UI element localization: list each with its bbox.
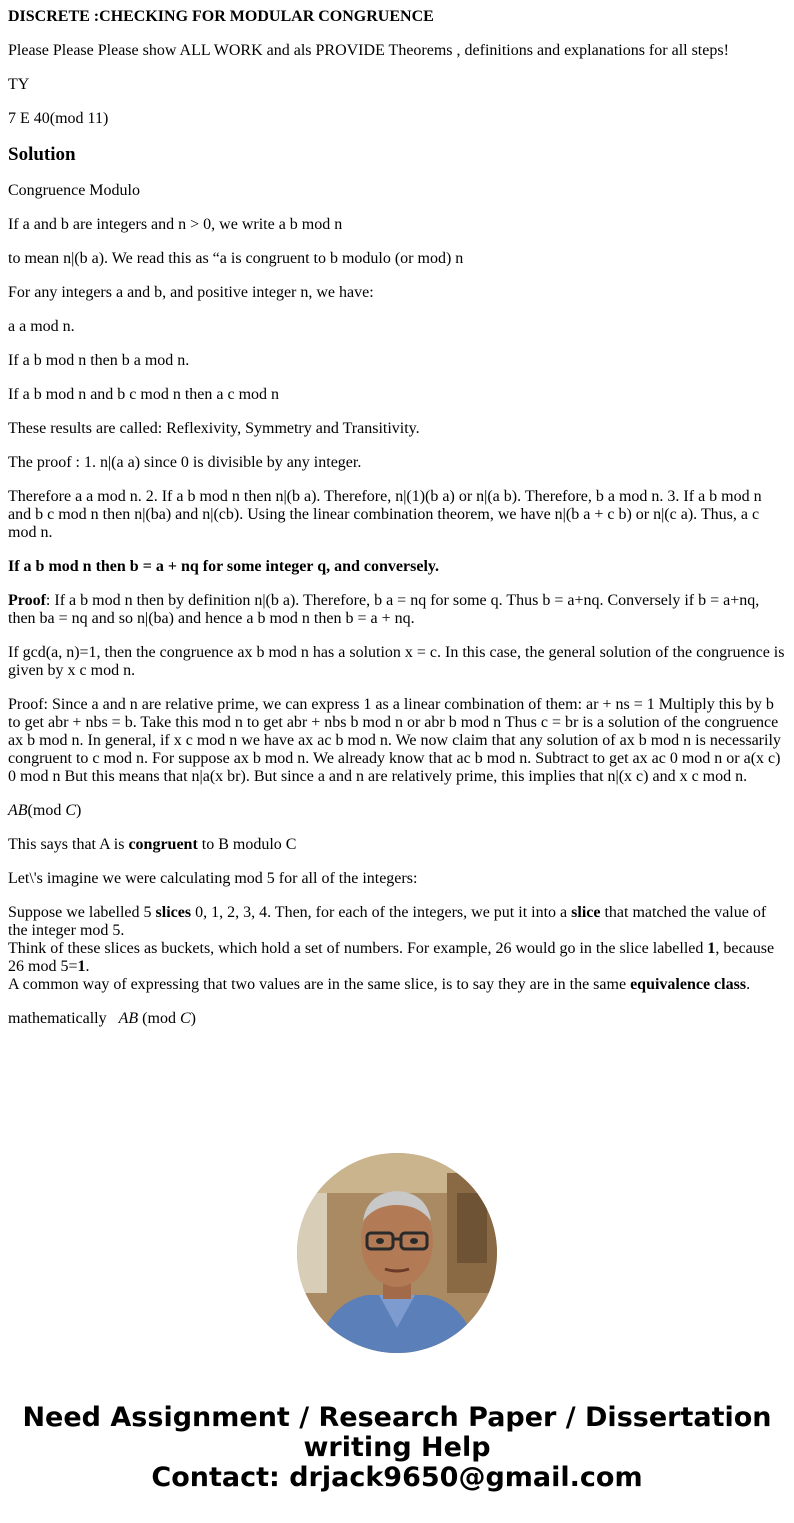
gcd-statement: If gcd(a, n)=1, then the congruence ax b mod n has a solution x = c. In this case, the general solution of the congruence is given by x c mod n.: [8, 644, 785, 679]
slices-l1-mid: 0, 1, 2, 3, 4. Then, for each of the integers, we put it into a: [191, 904, 572, 921]
math-label: mathematically: [8, 1010, 119, 1027]
proof-text: : If a b mod n then by definition n|(b a). Therefore, b a = nq for some q. Thus b = a+nq. Conversely if b = a+nq, then ba = nq and so n|(ba) and hence a b mod n then b = a + nq.: [8, 592, 760, 627]
proof-paragraph: [8, 592, 786, 628]
document-body: [8, 8, 786, 1044]
math-mod: (mod: [138, 1010, 180, 1027]
question-thanks: TY: [8, 76, 30, 93]
solution-paragraph: Therefore a a mod n. 2. If a b mod n then n|(b a). Therefore, n|(1)(b a) or n|(a b). Therefore, b a mod n. 3. If a b mod n and b c mod n then n|(ba) and n|(cb). Using the linear combination theorem, we have n|(b a + c b) or n|(c a). Thus, a c mod n.: [8, 488, 762, 541]
solution-paragraph: These results are called: Reflexivity, Symmetry and Transitivity.: [8, 420, 420, 437]
slices-l1-bold2: slice: [571, 904, 601, 921]
slices-l2-bold2: 1: [77, 958, 86, 975]
slices-l2-bold: 1: [707, 940, 716, 957]
math-c: C: [179, 1010, 191, 1027]
solution-heading: Solution: [8, 144, 76, 165]
imagine-sentence: Let\'s imagine we were calculating mod 5 for all of the integers:: [8, 870, 418, 887]
slices-l2-pre: Think of these slices as buckets, which hold a set of numbers. For example, 26 would go in the slice labelled: [8, 940, 708, 957]
notation-ab: AB: [8, 802, 28, 819]
proof-label: Proof: [8, 592, 46, 609]
notation-c: C: [65, 802, 76, 819]
solution-paragraph: The proof : 1. n|(a a) since 0 is divisible by any integer.: [8, 454, 362, 471]
question-problem: 7 E 40(mod 11): [8, 110, 109, 127]
promo-banner: [0, 1403, 794, 1493]
solution-paragraph: For any integers a and b, and positive integer n, we have:: [8, 284, 374, 301]
author-avatar: [297, 1153, 497, 1353]
solution-paragraph: to mean n|(b a). We read this as “a is congruent to b modulo (or mod) n: [8, 250, 464, 267]
slices-l1-pre: Suppose we labelled 5: [8, 904, 156, 921]
solution-paragraph: If a and b are integers and n > 0, we write a b mod n: [8, 216, 343, 233]
promo-line-1: Need Assignment / Research Paper / Dissertation: [22, 1402, 772, 1433]
promo-contact: Contact: drjack9650@gmail.com: [151, 1462, 643, 1493]
says-bold: congruent: [128, 836, 198, 853]
says-post: to B modulo C: [197, 836, 297, 853]
mathematically-line: [8, 1010, 786, 1028]
question-request: Please Please Please show ALL WORK and als PROVIDE Theorems , definitions and explanations for all steps!: [8, 42, 729, 59]
slices-l1-bold: slices: [155, 904, 192, 921]
portrait-image: [297, 1153, 497, 1353]
gcd-proof: Proof: Since a and n are relative prime, we can express 1 as a linear combination of them: ar + ns = 1 Multiply this by b to get abr + nbs = b. Take this mod n to get abr + nbs b mod n or abr b mod n Thus c = br is a solution of the congruence ax b mod n. In general, if x c mod n we have ax ac b mod n. We now claim that any solution of ax b mod n is necessarily congruent to c mod n. For suppose ax b mod n. We already know that ac b mod n. Subtract to get ax ac 0 mod n or a(x c) 0 mod n But this means that n|a(x br). But since a and n are relatively prime, this implies that n|(x c) and x c mod n.: [8, 696, 781, 785]
says-pre: This says that A is: [8, 836, 129, 853]
slices-l2-mid: , because 26 mod 5=: [8, 940, 775, 975]
promo-line-2: writing Help: [303, 1432, 491, 1463]
solution-paragraph: If a b mod n and b c mod n then a c mod n: [8, 386, 280, 403]
bold-statement: If a b mod n then b = a + nq for some integer q, and conversely.: [8, 558, 440, 575]
slices-l3-post: .: [746, 976, 751, 993]
question-title: DISCRETE :CHECKING FOR MODULAR CONGRUENCE: [8, 8, 434, 25]
slices-l3-pre: A common way of expressing that two values are in the same slice, is to say they are in the same: [8, 976, 631, 993]
notation-mod: (mod: [27, 802, 66, 819]
slices-l3-bold: equivalence class: [630, 976, 747, 993]
slices-paragraph: [8, 904, 786, 994]
notation-close: ): [76, 802, 82, 819]
math-close: ): [190, 1010, 196, 1027]
slices-l1-post: that matched the value of the integer mod 5.: [8, 904, 767, 939]
math-ab: AB: [118, 1010, 139, 1027]
slices-l2-post: .: [85, 958, 90, 975]
solution-paragraph: If a b mod n then b a mod n.: [8, 352, 190, 369]
solution-paragraph: a a mod n.: [8, 318, 75, 335]
congruence-notation: [8, 802, 786, 820]
congruent-sentence: [8, 836, 786, 854]
solution-paragraph: Congruence Modulo: [8, 182, 140, 199]
